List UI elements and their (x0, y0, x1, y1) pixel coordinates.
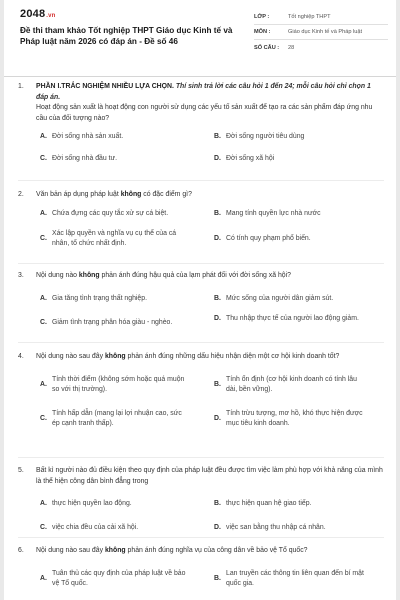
option-group (36, 290, 384, 340)
meta-class-value: Tốt nghiệp THPT (288, 14, 331, 20)
option-c[interactable] (40, 318, 190, 328)
meta-count-value: 28 (288, 44, 295, 51)
option-b[interactable] (214, 499, 364, 509)
option-letter: C. (40, 524, 47, 531)
meta-class (254, 10, 388, 25)
option-text: Tính trừu tượng, mơ hồ, khó thực hiện được mục tiêu kinh doanh. (226, 409, 363, 427)
question-text (36, 271, 384, 282)
option-text: Đời sống nhà đầu tư. (52, 155, 118, 162)
question-text (36, 190, 384, 201)
meta-subject-value: Giáo dục Kinh tế và Pháp luật (288, 29, 363, 35)
option-letter: D. (214, 234, 221, 242)
option-letter: B. (214, 380, 221, 388)
option-text: thực hiện quan hệ giao tiếp. (226, 500, 312, 507)
question-emphasis: không (104, 353, 126, 360)
exam-meta (254, 10, 388, 55)
question-text (36, 352, 384, 363)
question-body: Hoạt động sản xuất là hoạt động con người sử dụng các yếu tố sản xuất để tạo ra các sản phẩm đáp ứng nhu cầu của đối tượng nào? (36, 104, 373, 122)
question-divider (18, 263, 384, 264)
option-text: việc chia đều của cải xã hội. (52, 524, 139, 531)
question-number: 6. (18, 547, 24, 554)
option-text: Đời sống xã hội (226, 155, 275, 162)
question-text: Bất kì người nào đủ điều kiện theo quy định của pháp luật đều được tìm việc làm phù hợp với khả năng của mình là thể hiện công dân bình đẳng trong (36, 467, 383, 485)
option-a[interactable] (40, 294, 190, 304)
option-group (36, 371, 384, 447)
option-text: Đời sống người tiêu dùng (226, 133, 305, 140)
option-text: Có tính quy phạm phổ biến. (226, 234, 311, 242)
document-page (4, 0, 396, 600)
question-5 (18, 466, 384, 541)
question-number: 3. (18, 272, 24, 279)
logo-suffix: .vn (46, 13, 56, 19)
question-text-post: phản ánh đúng những dấu hiệu nhận diện một cơ hội kinh doanh tốt? (125, 353, 340, 360)
question-6 (18, 546, 384, 595)
meta-question-count (254, 40, 388, 55)
option-letter: B. (214, 574, 221, 582)
option-d[interactable] (214, 314, 364, 324)
option-a[interactable] (40, 132, 190, 142)
option-d[interactable] (214, 154, 364, 164)
question-text-post: phản ánh đúng nghĩa vụ của công dân về bảo vệ Tổ quốc? (125, 547, 308, 554)
question-divider (18, 342, 384, 343)
option-letter: A. (40, 500, 47, 507)
meta-subject-label: MÔN : (254, 29, 271, 35)
option-letter: B. (214, 294, 221, 302)
option-letter: D. (214, 155, 221, 162)
option-text: Lan truyền các thông tin liên quan đến bí mật quốc gia. (226, 569, 364, 587)
option-letter: A. (40, 574, 47, 582)
option-d[interactable] (214, 234, 364, 244)
option-text: Chứa đựng các quy tắc xử sự cá biệt. (52, 209, 169, 217)
question-number: 4. (18, 353, 24, 360)
option-letter: C. (40, 414, 47, 422)
option-a[interactable] (40, 499, 190, 509)
option-letter: C. (40, 155, 47, 162)
question-number: 2. (18, 191, 24, 198)
option-b[interactable] (214, 375, 364, 395)
option-a[interactable] (40, 209, 190, 219)
option-d[interactable] (214, 409, 364, 429)
option-text: Mức sống của người dân giảm sút. (226, 294, 334, 302)
option-b[interactable] (214, 209, 364, 219)
option-text: việc san bằng thu nhập cá nhân. (226, 524, 326, 531)
question-emphasis: không (120, 191, 142, 198)
question-text (36, 82, 384, 124)
section-title: PHẦN I.TRẮC NGHIỆM NHIỀU LỰA CHỌN. (36, 83, 174, 90)
option-letter: D. (214, 524, 221, 531)
question-number: 5. (18, 467, 24, 474)
question-divider (18, 180, 384, 181)
option-letter: A. (40, 133, 47, 140)
option-text: Tính thời điểm (không sớm hoặc quá muộn so với thị trường). (52, 375, 185, 393)
document-header (4, 0, 396, 68)
option-d[interactable] (214, 523, 364, 533)
option-group (36, 132, 384, 174)
question-divider (18, 457, 384, 458)
question-text-post: có đặc điểm gì? (141, 191, 192, 198)
option-text: Gia tăng tình trạng thất nghiệp. (52, 294, 148, 302)
header-divider (4, 76, 396, 77)
question-number: 1. (18, 83, 24, 90)
option-letter: B. (214, 209, 221, 217)
option-b[interactable] (214, 294, 364, 304)
logo-main: 2048 (20, 8, 46, 20)
question-3 (18, 271, 384, 340)
option-text: Thu nhập thực tế của người lao động giảm. (226, 314, 359, 322)
option-text: thực hiện quyền lao động. (52, 500, 132, 507)
option-group (36, 565, 384, 595)
option-a[interactable] (40, 375, 190, 395)
option-c[interactable] (40, 409, 190, 429)
option-letter: B. (214, 500, 221, 507)
option-text: Mang tính quyền lực nhà nước (226, 209, 321, 217)
option-c[interactable] (40, 154, 190, 164)
question-divider (18, 537, 384, 538)
meta-class-label: LỚP : (254, 14, 270, 20)
option-c[interactable] (40, 229, 190, 249)
question-emphasis: không (104, 547, 126, 554)
option-letter: C. (40, 234, 47, 242)
option-a[interactable] (40, 569, 190, 589)
question-1 (18, 82, 384, 174)
option-group (36, 209, 384, 265)
question-4 (18, 352, 384, 447)
option-text: Giảm tình trạng phân hóa giàu - nghèo. (52, 318, 173, 326)
option-letter: D. (214, 414, 221, 422)
question-2 (18, 190, 384, 265)
option-text: Tính hấp dẫn (mang lại lợi nhuận cao, sức ép cạnh tranh thấp). (52, 409, 182, 427)
question-text-pre: Nội dung nào sau đây (36, 353, 105, 360)
option-letter: A. (40, 209, 47, 217)
option-letter: C. (40, 318, 47, 326)
question-text-post: phản ánh đúng hậu quả của lạm phát đối với đời sống xã hội? (99, 272, 291, 279)
question-text-pre: Văn bản áp dụng pháp luật (36, 191, 121, 198)
option-text: Tuân thủ các quy định của pháp luật về bảo vệ Tổ quốc. (52, 569, 186, 587)
option-c[interactable] (40, 523, 190, 533)
option-text: Đời sống nhà sản xuất. (52, 133, 124, 140)
question-text (36, 546, 384, 557)
option-letter: A. (40, 294, 47, 302)
meta-subject (254, 25, 388, 40)
option-text: Tính ổn định (cơ hội kinh doanh có tính lâu dài, bền vững). (226, 375, 357, 393)
option-letter: B. (214, 133, 221, 140)
question-text-pre: Nội dung nào (36, 272, 79, 279)
option-b[interactable] (214, 132, 364, 142)
question-text-pre: Nội dung nào sau đây (36, 547, 105, 554)
exam-title: Đề thi tham khảo Tốt nghiệp THPT Giáo dục Kinh tế và Pháp luật năm 2026 có đáp án - Đề số 46 (20, 26, 233, 46)
option-letter: D. (214, 314, 221, 322)
question-emphasis: không (78, 272, 100, 279)
option-group (36, 495, 384, 541)
meta-count-label: SỐ CÂU : (254, 44, 280, 51)
section-instruction: Thí sinh trả lời các câu hỏi 1 đến 24; mỗi câu hỏi chỉ chọn 1 đáp án. (36, 83, 371, 101)
option-letter: A. (40, 380, 47, 388)
option-text: Xác lập quyền và nghĩa vụ cụ thể của cá nhân, tổ chức nhất định. (52, 229, 177, 247)
option-b[interactable] (214, 569, 364, 589)
